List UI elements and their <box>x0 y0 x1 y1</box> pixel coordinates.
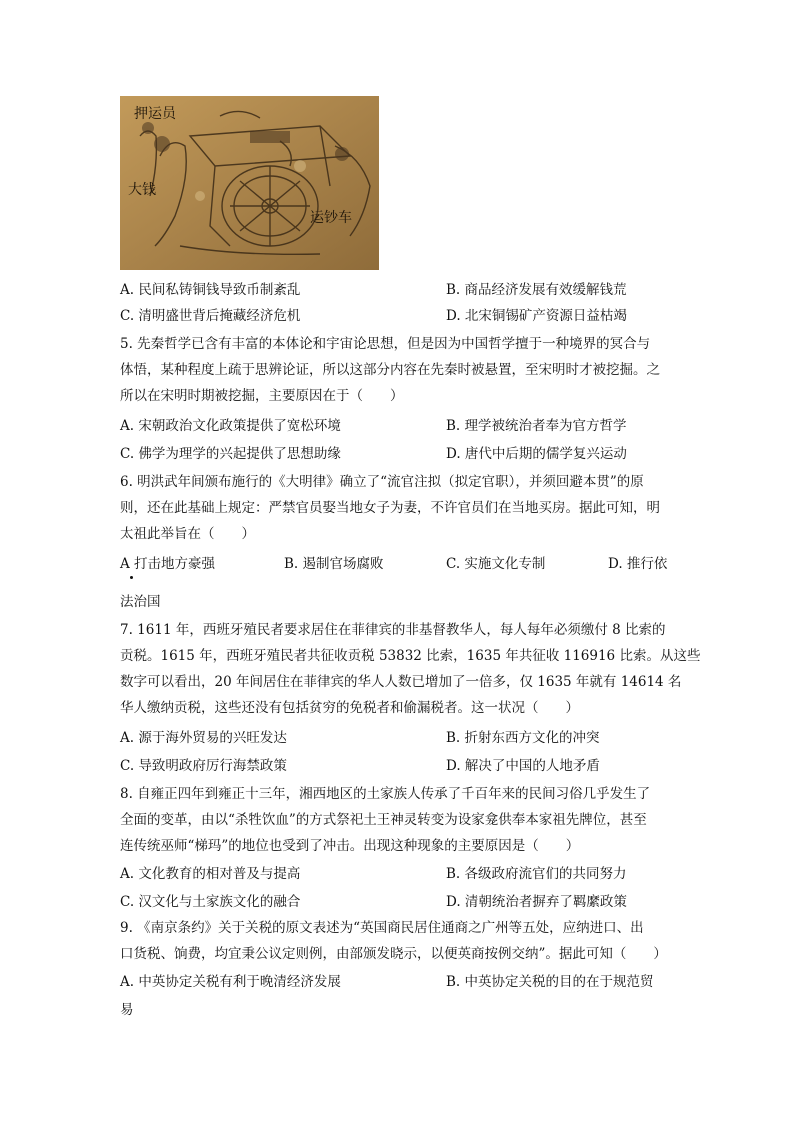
q8-option-b: B. 各级政府流官们的共同努力 <box>446 866 627 882</box>
q6-option-d: D. 推行依 <box>608 556 668 572</box>
q8-stem-line-1: 8. 自雍正四年到雍正十三年，湘西地区的土家族人传承了千百年来的民间习俗几乎发生了 <box>120 786 651 802</box>
label-cart: 运钞车 <box>310 210 352 226</box>
q7-option-c: C. 导致明政府厉行海禁政策 <box>120 758 287 774</box>
q6-stem-line-3: 太祖此举旨在（ ） <box>120 526 255 542</box>
q4-option-c: C. 清明盛世背后掩藏经济危机 <box>120 308 301 324</box>
q5-stem-line-1: 5. 先秦哲学已含有丰富的本体论和宇宙论思想，但是因为中国哲学擅于一种境界的冥合与 <box>120 336 651 352</box>
q8-option-a: A. 文化教育的相对普及与提高 <box>120 866 301 882</box>
q5-stem-line-3: 所以在宋明时期被挖掘，主要原因在于（ ） <box>120 388 404 404</box>
q5-option-b: B. 理学被统治者奉为官方哲学 <box>446 418 627 434</box>
q6-option-c: C. 实施文化专制 <box>446 556 546 572</box>
q8-option-c: C. 汉文化与土家族文化的融合 <box>120 894 301 910</box>
q9-stem-line-1: 9. 《南京条约》关于关税的原文表述为“英国商民居住通商之广州等五处，应纳进口、出 <box>120 920 644 936</box>
q5-stem-line-2: 体悟，某种程度上疏于思辨论证，所以这部分内容在先秦时被悬置，至宋明时才被挖掘。之 <box>120 362 660 378</box>
painting-artwork <box>120 96 379 270</box>
q7-stem-line-4: 华人缴纳贡税，这些还没有包括贫穷的免税者和偷漏税者。这一状况（ ） <box>120 700 579 716</box>
q8-stem-line-2: 全面的变革，由以“杀牲饮血”的方式祭祀土王神灵转变为设家龛供奉本家祖先牌位，甚至 <box>120 812 647 828</box>
q8-stem-line-3: 连传统巫师“梯玛”的地位也受到了冲击。出现这种现象的主要原因是（ ） <box>120 838 580 854</box>
q9-stem-line-2: 口货税、饷费，均宜秉公议定则例，由部颁发晓示，以便英商按例交纳”。据此可知（ ） <box>120 946 667 962</box>
q8-option-d: D. 清朝统治者摒弃了羁縻政策 <box>446 894 627 910</box>
label-big-coin: 大钱 <box>128 182 156 198</box>
q7-option-a: A. 源于海外贸易的兴旺发达 <box>120 730 287 746</box>
q9-option-b-wrap: 易 <box>120 1002 134 1018</box>
q6-stem-line-2: 则，还在此基础上规定：严禁官员娶当地女子为妻，不许官员们在当地买房。据此可知，明 <box>120 500 660 516</box>
money-cart-painting <box>120 96 379 270</box>
q5-option-c: C. 佛学为理学的兴起提供了思想助缘 <box>120 446 341 462</box>
q6-option-d-wrap: 法治国 <box>120 594 161 610</box>
q9-option-a: A. 中英协定关税有利于晚清经济发展 <box>120 974 341 990</box>
q4-option-b: B. 商品经济发展有效缓解钱荒 <box>446 282 627 298</box>
q6-option-b: B. 遏制官场腐败 <box>284 556 384 572</box>
q5-option-a: A. 宋朝政治文化政策提供了宽松环境 <box>120 418 341 434</box>
q7-stem-line-3: 数字可以看出，20 年间居住在菲律宾的华人人数已增加了一倍多，仅 1635 年就有 14614 名 <box>120 674 682 690</box>
q7-option-d: D. 解决了中国的人地矛盾 <box>446 758 600 774</box>
q4-option-a: A. 民间私铸铜钱导致币制紊乱 <box>120 282 301 298</box>
label-escort: 押运员 <box>134 106 176 122</box>
q7-stem-line-2: 贡税。1615 年，西班牙殖民者共征收贡税 53832 比索，1635 年共征收 116916 比索。从这些 <box>120 648 701 664</box>
q7-option-b: B. 折射东西方文化的冲突 <box>446 730 600 746</box>
q6-option-a: A 打击地方豪强 <box>120 556 216 572</box>
q5-option-d: D. 唐代中后期的儒学复兴运动 <box>446 446 627 462</box>
q9-option-b: B. 中英协定关税的目的在于规范贸 <box>446 974 654 990</box>
emphasis-dot <box>130 576 133 579</box>
q4-option-d: D. 北宋铜锡矿产资源日益枯竭 <box>446 308 627 324</box>
q6-stem-line-1: 6. 明洪武年间颁布施行的《大明律》确立了“流官注拟（拟定官职），并须回避本贯”的原 <box>120 474 644 490</box>
q7-stem-line-1: 7. 1611 年，西班牙殖民者要求居住在菲律宾的非基督教华人，每人每年必须缴付 8 比索的 <box>120 622 666 638</box>
